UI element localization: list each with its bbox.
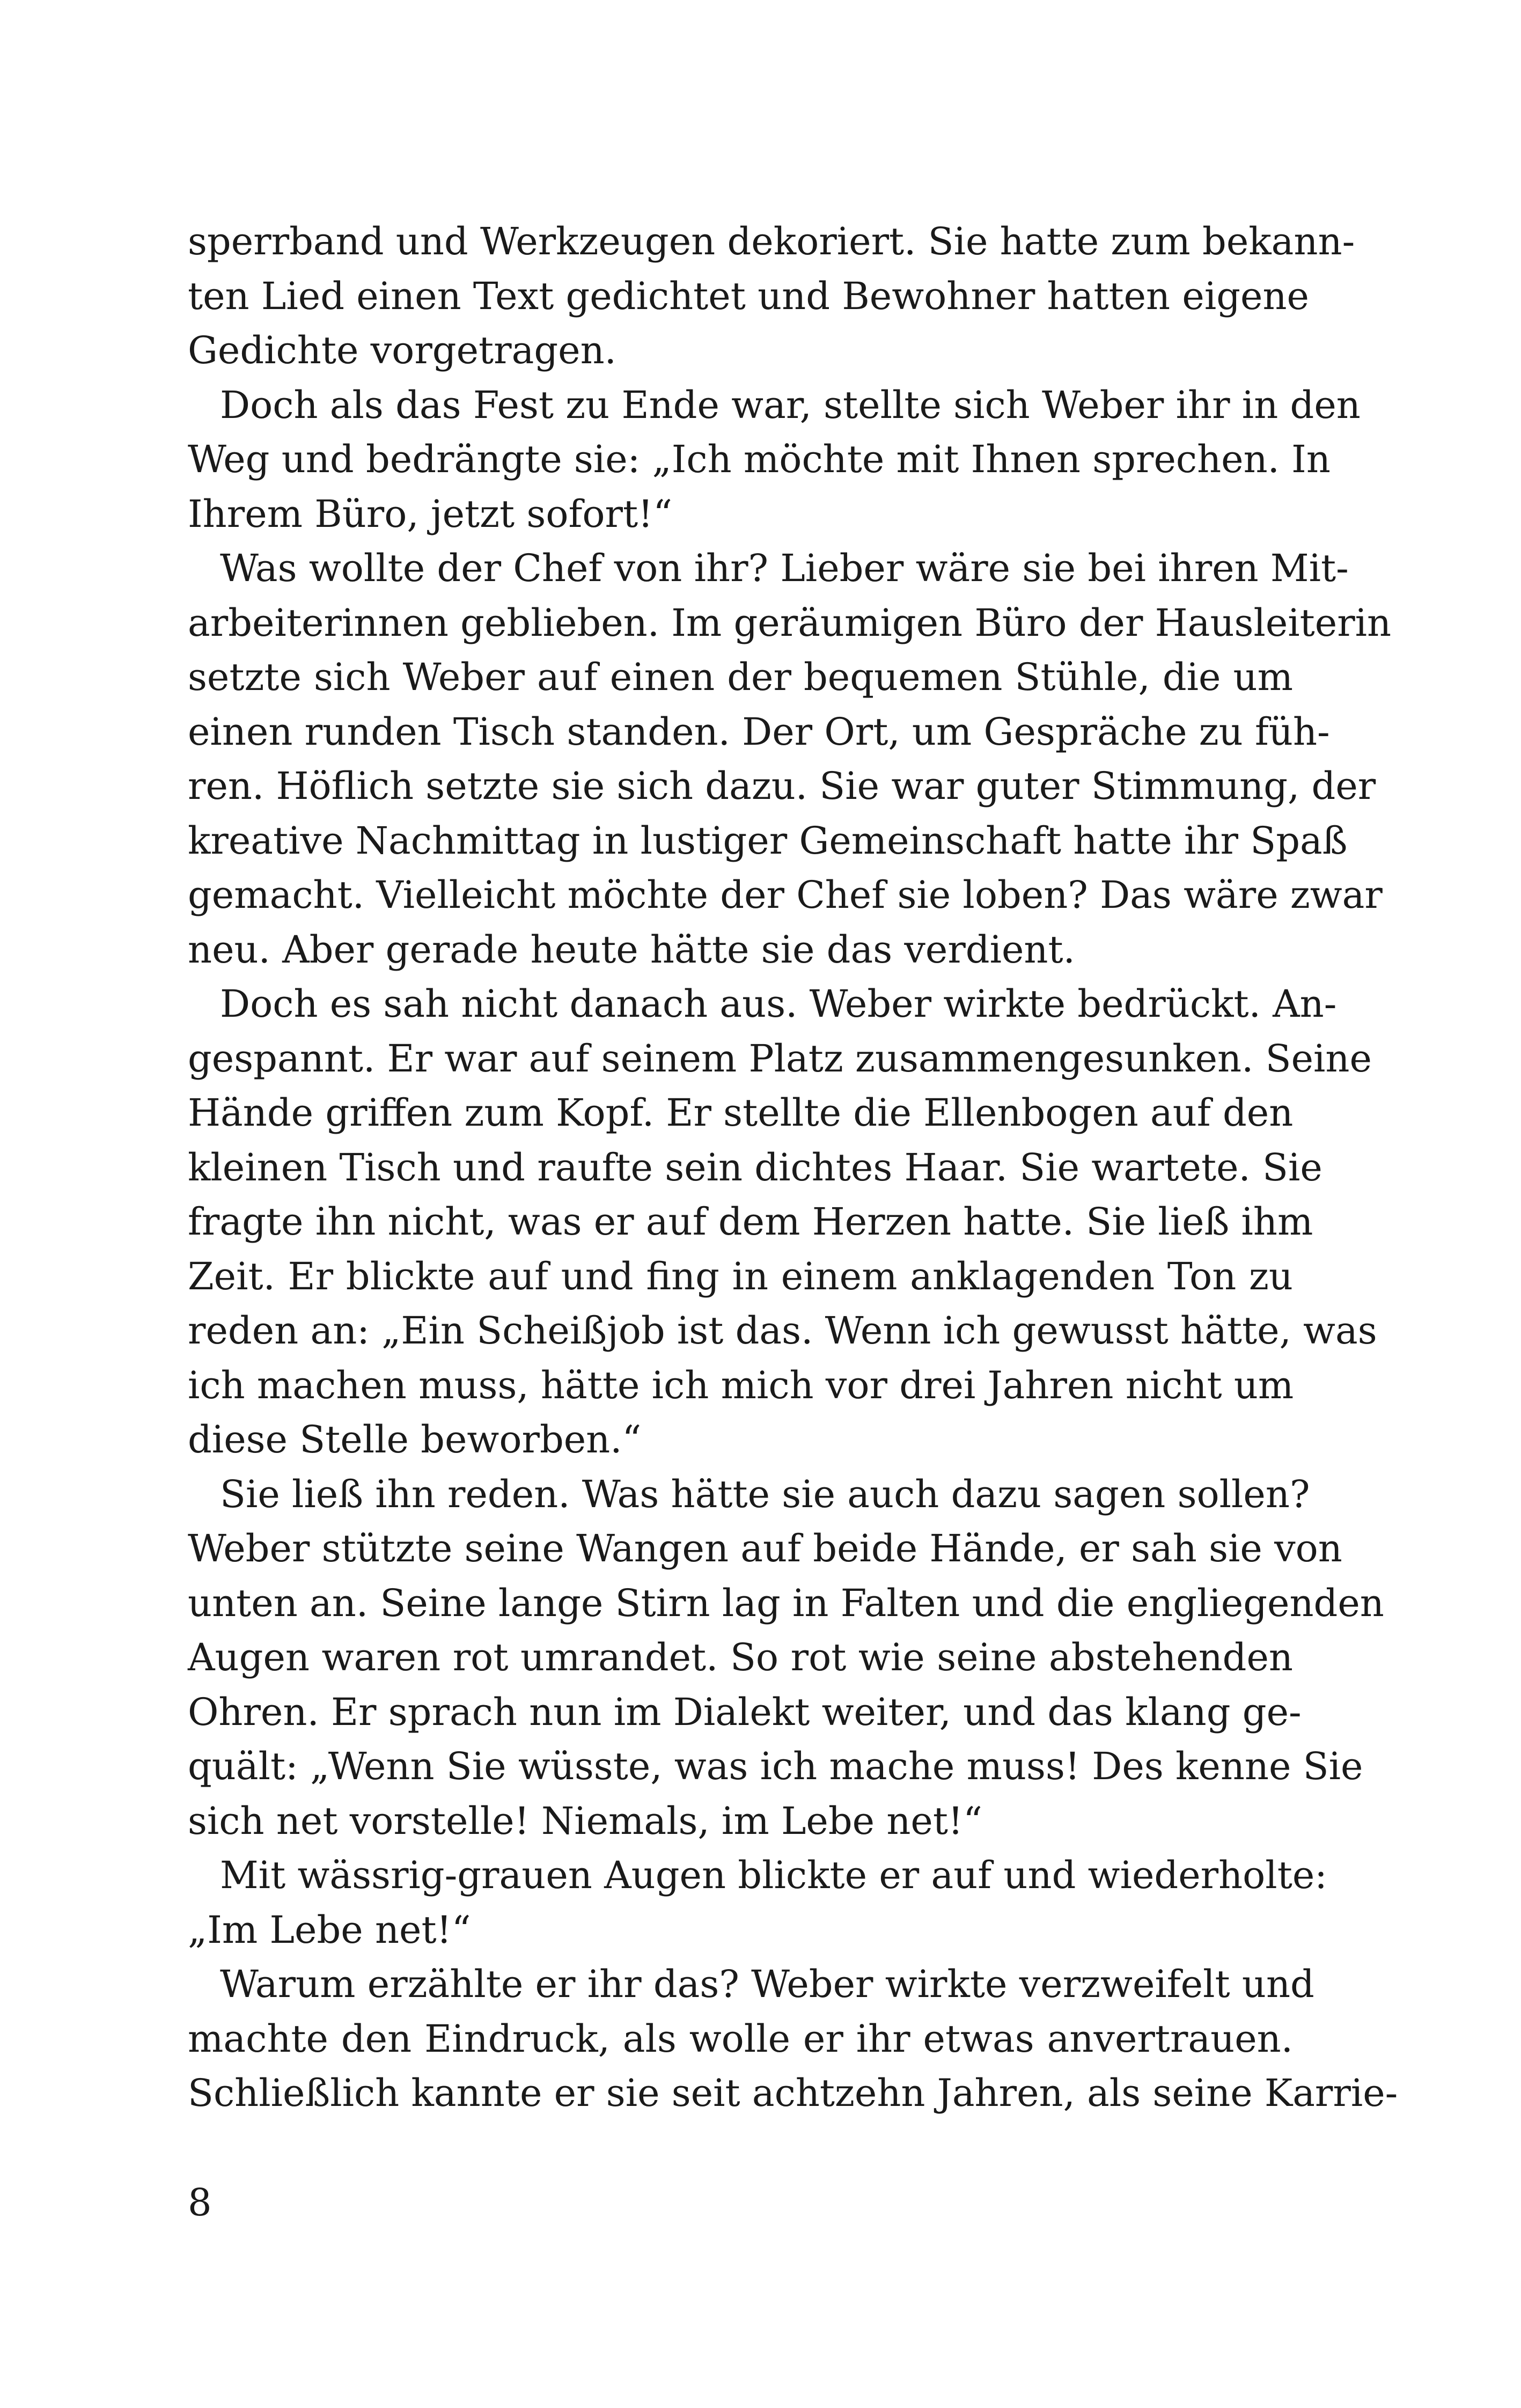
text-line: diese Stelle beworben.“ — [188, 1418, 642, 1462]
text-line: Sie ließ ihn reden. Was hätte sie auch dazu sagen sollen? — [220, 1472, 1310, 1516]
text-line: Doch als das Fest zu Ende war, stellte sich Weber ihr in den — [220, 383, 1361, 427]
text-line: quält: „Wenn Sie wüsste, was ich mache muss! Des kenne Sie — [188, 1744, 1363, 1788]
text-line: arbeiterinnen geblieben. Im geräumigen Büro der Hausleiterin — [188, 600, 1392, 645]
text-line: Mit wässrig-grauen Augen blickte er auf und wiederholte: — [220, 1853, 1327, 1897]
text-line: fragte ihn nicht, was er auf dem Herzen hatte. Sie ließ ihm — [188, 1200, 1313, 1244]
text-line: sich net vorstelle! Niemals, im Lebe net!“ — [188, 1798, 982, 1843]
text-line: Augen waren rot umrandet. So rot wie seine abstehenden — [188, 1635, 1293, 1679]
text-line: neu. Aber gerade heute hätte sie das verdient. — [188, 927, 1075, 972]
text-line: gespannt. Er war auf seinem Platz zusammengesunken. Seine — [188, 1036, 1372, 1081]
text-line: Weg und bedrängte sie: „Ich möchte mit Ihnen sprechen. In — [188, 437, 1331, 481]
text-line: Hände griffen zum Kopf. Er stellte die Ellenbogen auf den — [188, 1091, 1294, 1135]
text-line: Weber stützte seine Wangen auf beide Hände, er sah sie von — [188, 1526, 1342, 1570]
page-number: 8 — [188, 2181, 212, 2225]
text-line: ich machen muss, hätte ich mich vor drei Jahren nicht um — [188, 1363, 1294, 1407]
text-line: Ohren. Er sprach nun im Dialekt weiter, und das klang ge- — [188, 1690, 1302, 1734]
text-line: „Im Lebe net!“ — [188, 1907, 471, 1952]
text-line: gemacht. Vielleicht möchte der Chef sie loben? Das wäre zwar — [188, 873, 1383, 917]
text-line: Schließlich kannte er sie seit achtzehn Jahren, als seine Karrie- — [188, 2071, 1398, 2115]
text-line: Doch es sah nicht danach aus. Weber wirkte bedrückt. An- — [220, 982, 1337, 1026]
text-line: setzte sich Weber auf einen der bequemen Stühle, die um — [188, 655, 1293, 699]
text-line: Warum erzählte er ihr das? Weber wirkte verzweifelt und — [220, 1962, 1314, 2006]
text-line: kleinen Tisch und raufte sein dichtes Haar. Sie wartete. Sie — [188, 1145, 1322, 1190]
text-line: Zeit. Er blickte auf und fing in einem anklagenden Ton zu — [188, 1254, 1293, 1298]
text-line: reden an: „Ein Scheißjob ist das. Wenn ich gewusst hätte, was — [188, 1309, 1377, 1353]
text-line: einen runden Tisch standen. Der Ort, um Gespräche zu füh- — [188, 709, 1330, 754]
text-line: unten an. Seine lange Stirn lag in Falten und die engliegenden — [188, 1581, 1384, 1625]
text-line: kreative Nachmittag in lustiger Gemeinschaft hatte ihr Spaß — [188, 818, 1348, 863]
text-line: ren. Höflich setzte sie sich dazu. Sie war guter Stimmung, der — [188, 764, 1376, 808]
text-line: sperrband und Werkzeugen dekoriert. Sie hatte zum bekann- — [188, 219, 1355, 263]
text-line: Was wollte der Chef von ihr? Lieber wäre sie bei ihren Mit- — [220, 546, 1349, 590]
text-line: ten Lied einen Text gedichtet und Bewohner hatten eigene — [188, 274, 1309, 318]
text-line: machte den Eindruck, als wolle er ihr etwas anvertrauen. — [188, 2016, 1293, 2061]
text-line: Gedichte vorgetragen. — [188, 328, 616, 372]
body-text — [188, 215, 1398, 2121]
text-line: Ihrem Büro, jetzt sofort!“ — [188, 491, 673, 536]
